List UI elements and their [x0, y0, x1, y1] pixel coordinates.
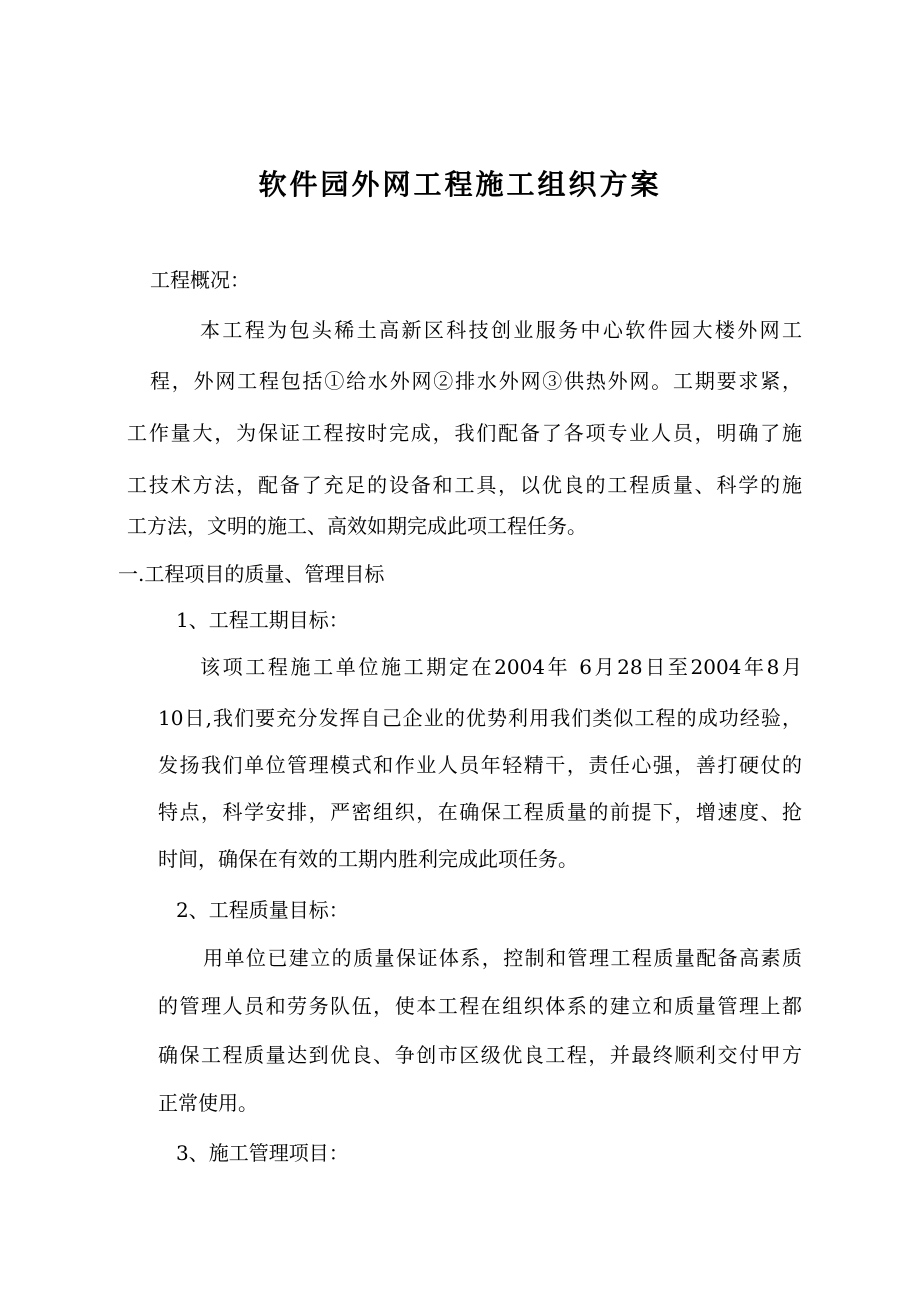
overview-line: 工方法，文明的施工、高效如期完成此项工程任务。: [127, 514, 587, 538]
sub-2-line: 的管理人员和劳务队伍，使本工程在组织体系的建立和质量管理上都: [158, 994, 802, 1018]
document-title: 软件园外网工程施工组织方案: [258, 168, 662, 201]
sub-1-line: 10日,我们要充分发挥自己企业的优势利用我们类似工程的成功经验，: [158, 706, 802, 730]
section-1-heading: 一.工程项目的质量、管理目标: [118, 562, 385, 586]
sub-2-heading: 2、工程质量目标：: [176, 898, 349, 922]
overview-line: 程，外网工程包括①给水外网②排水外网③供热外网。工期要求紧，: [150, 369, 802, 393]
overview-line: 工技术方法，配备了充足的设备和工具，以优良的工程质量、科学的施: [127, 473, 802, 497]
sub-1-heading: 1、工程工期目标：: [176, 608, 349, 632]
overview-line: 工作量大，为保证工程按时完成，我们配备了各项专业人员，明确了施: [127, 421, 802, 445]
sub-1-line: 时间，确保在有效的工期内胜利完成此项任务。: [158, 847, 578, 871]
overview-line: 本工程为包头稀土高新区科技创业服务中心软件园大楼外网工: [200, 318, 802, 342]
sub-1-line: 发扬我们单位管理模式和作业人员年轻精干，责任心强，善打硬仗的: [158, 753, 802, 777]
sub-1-line: 该项工程施工单位施工期定在2004年 6月28日至2004年8月: [200, 655, 802, 679]
sub-3-heading: 3、施工管理项目：: [176, 1141, 349, 1165]
overview-heading: 工程概况：: [150, 268, 250, 292]
sub-2-line: 正常使用。: [158, 1091, 258, 1115]
sub-1-line: 特点，科学安排，严密组织，在确保工程质量的前提下，增速度、抢: [158, 800, 802, 824]
sub-2-line: 用单位已建立的质量保证体系，控制和管理工程质量配备高素质: [203, 946, 802, 970]
sub-2-line: 确保工程质量达到优良、争创市区级优良工程，并最终顺利交付甲方: [158, 1043, 802, 1067]
